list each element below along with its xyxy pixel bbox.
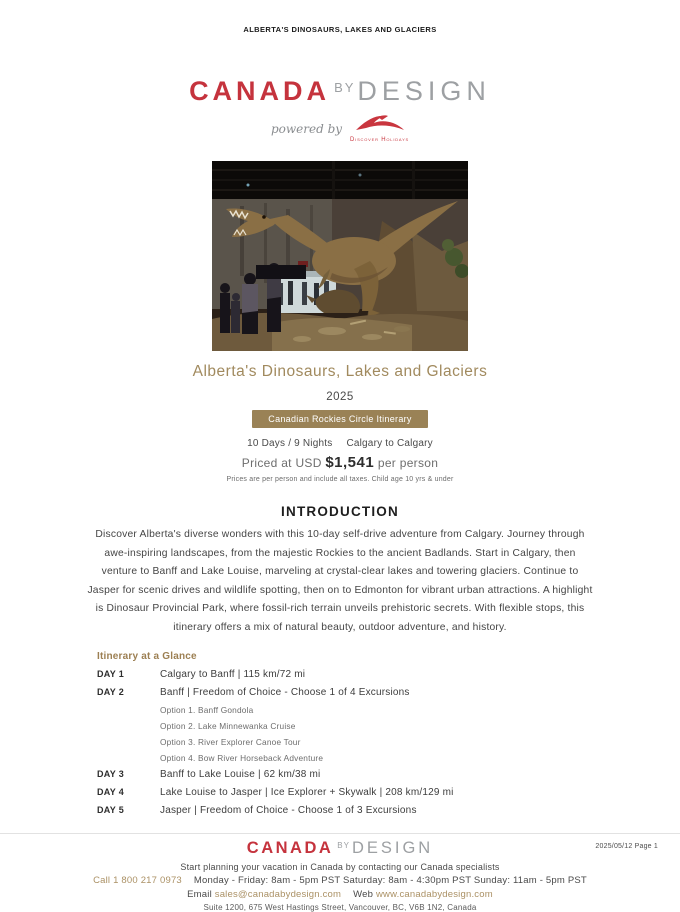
- itinerary-day-row: [97, 805, 680, 823]
- discover-holidays-label: Discover Holidays: [350, 137, 410, 143]
- office-hours: Monday - Friday: 8am - 5pm PST Saturday: 8am - 4:30pm PST Sunday: 11am - 5pm PST: [193, 874, 587, 886]
- itinerary-option-row: [97, 705, 680, 721]
- day-description: Lake Louise to Jasper | Ice Explorer + Skywalk | 208 km/129 mi: [160, 786, 454, 798]
- day-description: Option 3. River Explorer Canoe Tour: [160, 736, 301, 747]
- running-header: ALBERTA'S DINOSAURS, LAKES AND GLACIERS: [243, 25, 437, 34]
- day-label: DAY 1: [97, 668, 125, 679]
- logo-word-by: BY: [334, 80, 356, 95]
- call-label: Call 1 800 217 0973: [93, 874, 182, 886]
- introduction-heading: INTRODUCTION: [281, 504, 399, 519]
- canada-by-design-logo: [0, 78, 680, 105]
- day-description: Banff | Freedom of Choice - Choose 1 of 4 Excursions: [160, 686, 410, 698]
- tour-title: Alberta's Dinosaurs, Lakes and Glaciers: [192, 363, 488, 380]
- price-note: Prices are per person and include all taxes. Child age 10 yrs & under: [226, 476, 454, 483]
- footer-logo-word-by: BY: [337, 840, 350, 850]
- day-description: Banff to Lake Louise | 62 km/38 mi: [160, 768, 321, 780]
- itinerary-day-row: [97, 787, 680, 805]
- discover-holidays-logo: [350, 114, 409, 143]
- day-description: Option 4. Bow River Horseback Adventure: [160, 752, 324, 763]
- footer-canada-by-design-logo: [0, 840, 680, 857]
- itinerary-list: [97, 669, 680, 823]
- footer-logo-word-design: DESIGN: [351, 838, 434, 857]
- footer-tagline: Start planning your vacation in Canada by contacting our Canada specialists: [180, 861, 500, 872]
- day-label: DAY 5: [97, 804, 125, 815]
- email-link[interactable]: sales@canadabydesign.com: [214, 888, 342, 900]
- footer-divider: [0, 833, 680, 834]
- day-label: DAY 2: [97, 686, 125, 697]
- tour-year: 2025: [326, 391, 354, 403]
- footer-phone-line: [0, 875, 680, 886]
- price-line: [0, 454, 680, 471]
- price-prefix: Priced at USD: [241, 456, 326, 470]
- footer-email-web-line: [0, 889, 680, 900]
- itinerary-day-row: [97, 669, 680, 687]
- duration-text: 10 Days / 9 Nights: [247, 438, 333, 449]
- web-link[interactable]: www.canadabydesign.com: [375, 888, 493, 900]
- day-label: DAY 3: [97, 768, 125, 779]
- itinerary-glance-heading: Itinerary at a Glance: [97, 650, 197, 662]
- page-number: 2025/05/12 Page 1: [595, 843, 658, 850]
- day-description: Option 1. Banff Gondola: [160, 704, 254, 715]
- footer-address: Suite 1200, 675 West Hastings Street, Vancouver, BC, V6B 1N2, Canada: [203, 902, 477, 912]
- itinerary-option-row: [97, 737, 680, 753]
- itinerary-type-badge: Canadian Rockies Circle Itinerary: [252, 410, 427, 428]
- price-amount: $1,541: [325, 454, 375, 471]
- phone-link[interactable]: 1 800 217 0973: [113, 874, 182, 886]
- itinerary-day-row: [97, 687, 680, 705]
- itinerary-day-row: [97, 769, 680, 787]
- route-text: Calgary to Calgary: [346, 438, 433, 449]
- introduction-paragraph: Discover Alberta's diverse wonders with this 10-day self-drive adventure from Calgary. Journey through awe-inspiring landscapes, from the majestic Rockies to the ancient Badlands. Start in Calgary, then venture to Banff and Lake Louise, marveling at crystal-clear lakes and towering glaciers. Continue to Jasper for scenic drives and wildlife spotting, then on to Edmonton for vibrant urban attractions. A highlight is Dinosaur Provincial Park, where fossil-rich terrain unveils prehistoric secrets. With flexible stops, this itinerary offers a mix of natural beauty, outdoor adventure, and history.: [87, 529, 593, 633]
- duration-route-line: [0, 438, 680, 449]
- hero-photo: [212, 161, 468, 351]
- price-suffix: per person: [374, 456, 439, 470]
- itinerary-option-row: [97, 721, 680, 737]
- day-description: Calgary to Banff | 115 km/72 mi: [160, 668, 306, 680]
- swoosh-icon: [354, 114, 406, 136]
- footer-logo-word-canada: CANADA: [246, 838, 334, 857]
- day-description: Option 2. Lake Minnewanka Cruise: [160, 720, 296, 731]
- powered-by-label: powered by: [270, 122, 343, 136]
- day-description: Jasper | Freedom of Choice - Choose 1 of 3 Excursions: [160, 804, 417, 816]
- powered-by-row: [0, 114, 680, 152]
- logo-word-design: DESIGN: [357, 76, 491, 106]
- web-label: Web: [353, 888, 376, 900]
- footer: [0, 840, 680, 912]
- itinerary-option-row: [97, 753, 680, 769]
- logo-word-canada: CANADA: [189, 76, 331, 106]
- day-label: DAY 4: [97, 786, 125, 797]
- email-label: Email: [187, 888, 215, 900]
